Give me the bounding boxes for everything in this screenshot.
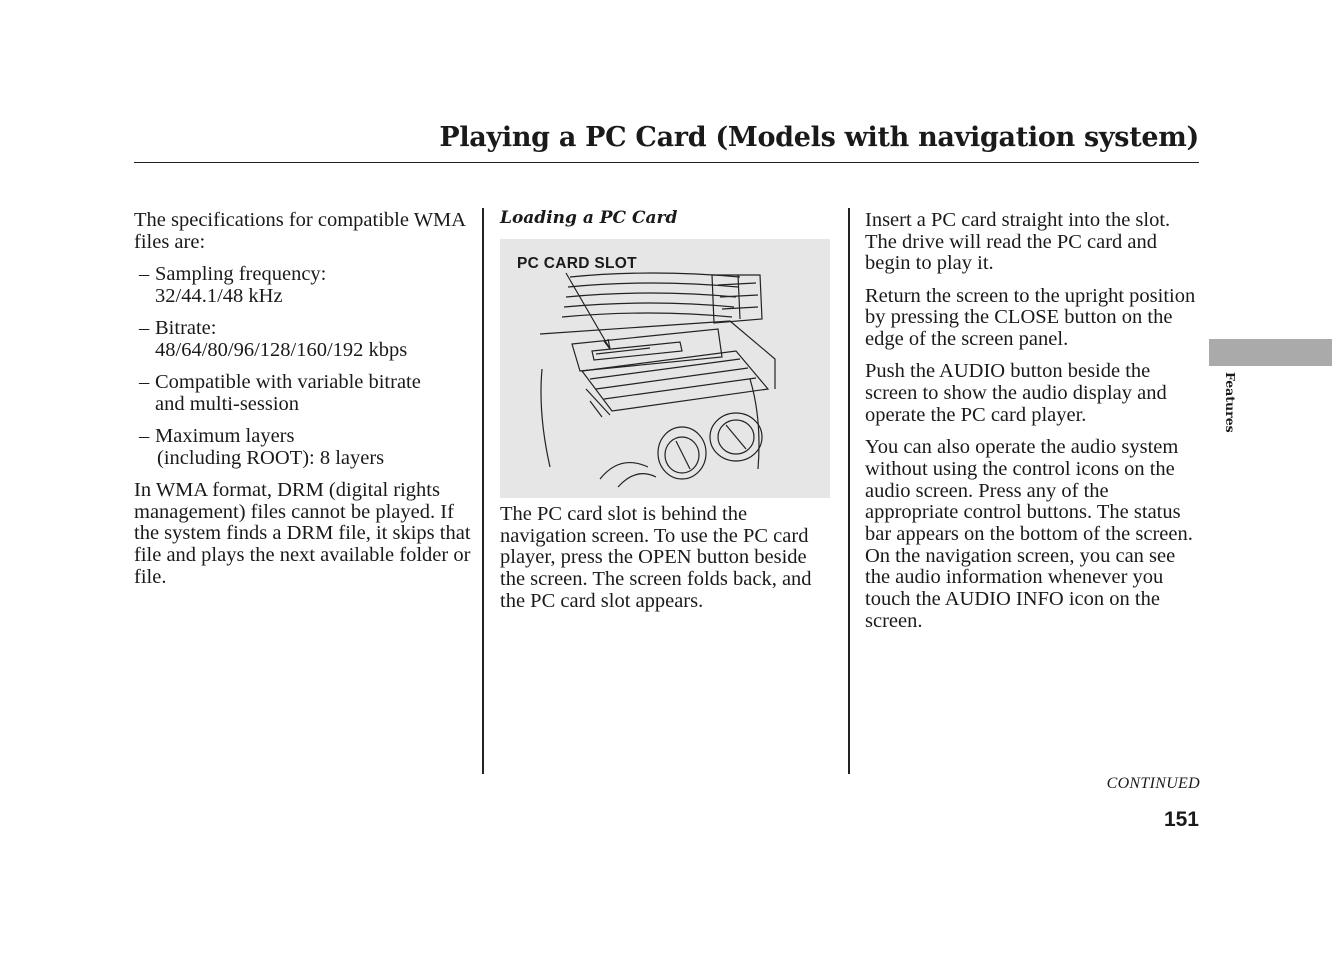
close-screen-paragraph: Return the screen to the upright position by pressing the CLOSE button on the edge of the screen panel. xyxy=(865,284,1196,351)
section-tab-label: Features xyxy=(1223,372,1238,433)
page-title: Playing a PC Card (Models with navigation system) xyxy=(439,122,1199,153)
left-column xyxy=(134,210,474,599)
page-number: 151 xyxy=(1163,808,1199,831)
dash-icon: – xyxy=(139,425,150,447)
spec-item xyxy=(134,426,474,469)
figure-label: PC CARD SLOT xyxy=(517,255,637,272)
spec-value: (including ROOT): 8 layers xyxy=(157,446,385,469)
continued-label: CONTINUED xyxy=(1106,775,1200,792)
figure-caption: Loading a PC Card xyxy=(500,208,678,228)
pc-card-slot-illustration xyxy=(500,239,830,498)
spec-label: Maximum layers xyxy=(155,425,295,447)
spec-item xyxy=(134,318,474,361)
dash-icon: – xyxy=(139,317,150,339)
column-divider xyxy=(482,208,484,774)
drm-note: In WMA format, DRM (digital rights management) files cannot be played. If the system finds a DRM file, it skips that file and plays the next available folder or file. xyxy=(134,479,471,588)
spec-label: Bitrate: xyxy=(155,317,217,339)
spec-item xyxy=(134,372,474,415)
dash-icon: – xyxy=(139,371,150,393)
audio-button-paragraph: Push the AUDIO button beside the screen to show the audio display and operate the PC card player. xyxy=(865,360,1167,426)
control-buttons-paragraph: You can also operate the audio system without using the control icons on the audio screen. Press any of the appropriate control buttons. The status bar appears on the bottom of the screen. On the navigation screen, you can see the audio information whenever you touch the AUDIO INFO icon on the screen. xyxy=(865,436,1193,632)
dash-icon: – xyxy=(139,263,150,285)
wma-intro: The specifications for compatible WMA files are: xyxy=(134,209,465,253)
spec-item xyxy=(134,264,474,307)
middle-column xyxy=(500,504,830,623)
header-rule xyxy=(134,162,1199,163)
dashboard-drawing xyxy=(500,239,830,498)
column-divider xyxy=(848,208,850,774)
spec-value: and multi-session xyxy=(155,392,300,415)
slot-description: The PC card slot is behind the navigation screen. To use the PC card player, press the OPEN button beside the screen. The screen folds back, and the PC card slot appears. xyxy=(500,503,812,612)
insert-card-paragraph: Insert a PC card straight into the slot. The drive will read the PC card and begin to play it. xyxy=(865,209,1171,275)
spec-value: 48/64/80/96/128/160/192 kbps xyxy=(155,338,408,361)
spec-value: 32/44.1/48 kHz xyxy=(155,284,283,307)
spec-label: Sampling frequency: xyxy=(155,263,327,285)
section-tab xyxy=(1209,339,1332,366)
right-column xyxy=(865,210,1201,643)
spec-label: Compatible with variable bitrate xyxy=(155,371,421,393)
